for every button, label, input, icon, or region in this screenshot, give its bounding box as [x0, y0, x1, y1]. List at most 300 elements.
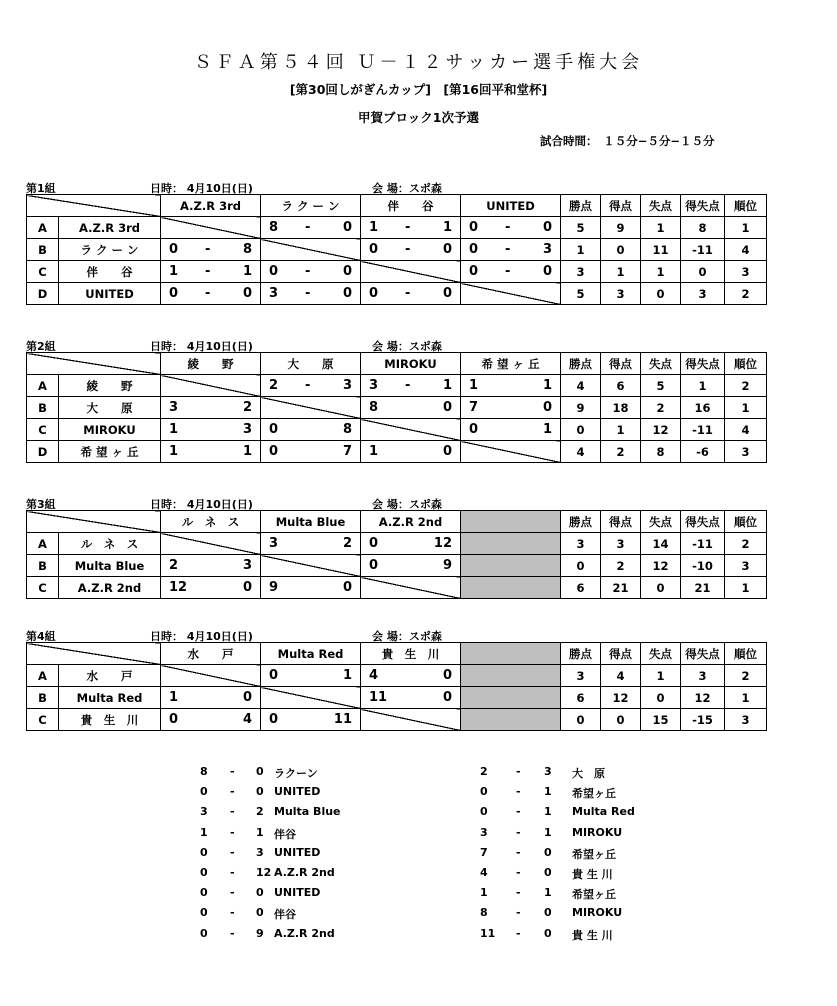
stat-header: 勝点	[561, 643, 601, 665]
score-dash: -	[505, 242, 511, 257]
score-dash: -	[516, 765, 521, 778]
stat-value: 2	[601, 555, 641, 577]
group-venue: 会 場：スポ森	[372, 182, 442, 195]
score-home: 0	[269, 422, 279, 437]
score-away: 0	[242, 580, 252, 595]
row-id: A	[27, 665, 59, 687]
stat-header: 得失点	[681, 511, 725, 533]
opponent-header: A.Z.R 2nd	[361, 511, 461, 533]
table-row	[27, 397, 767, 419]
score-dash: -	[230, 765, 235, 778]
score-cell	[361, 217, 461, 239]
away-score: 0	[256, 765, 264, 778]
score-dash: -	[405, 220, 411, 235]
away-score: 1	[256, 825, 264, 839]
score-away: 1	[342, 668, 352, 683]
stat-header: 得失点	[681, 643, 725, 665]
score-cell	[261, 261, 361, 283]
opponent-header: 水 戸	[161, 643, 261, 665]
score-cell	[461, 397, 561, 419]
score-home: 3	[269, 286, 279, 301]
corner-cell	[27, 643, 161, 665]
team-name: 貴 生 川	[59, 709, 161, 731]
score-home: 0	[369, 242, 379, 257]
away-score: 0	[544, 926, 552, 940]
score-home: 0	[369, 286, 379, 301]
score-dash: -	[516, 825, 521, 839]
home-score: 0	[200, 926, 208, 940]
stat-value: 21	[601, 577, 641, 599]
empty-cell	[461, 555, 561, 577]
score-home: 7	[469, 400, 479, 415]
row-id: B	[27, 555, 59, 577]
empty-cell	[461, 577, 561, 599]
group-date: 日時： 4月10日(日)	[150, 498, 253, 511]
stat-header: 得失点	[681, 353, 725, 375]
stat-value: 1	[725, 577, 767, 599]
score-cell	[161, 261, 261, 283]
score-home: 0	[169, 286, 179, 301]
home-score: 7	[480, 845, 488, 859]
team-name: Multa Red	[59, 687, 161, 709]
score-dash: -	[205, 264, 211, 279]
row-id: D	[27, 441, 59, 463]
home-score: 0	[200, 845, 208, 859]
row-id: C	[27, 261, 59, 283]
score-home: 3	[269, 536, 279, 551]
team-name: A.Z.R 2nd	[59, 577, 161, 599]
stat-value: 1	[561, 239, 601, 261]
score-home: 1	[369, 444, 379, 459]
score-cell	[261, 375, 361, 397]
home-score: 4	[480, 865, 488, 879]
stat-value: 8	[641, 441, 681, 463]
stat-value: -11	[681, 419, 725, 441]
score-home: 1	[169, 264, 179, 279]
self-match-cell	[161, 665, 261, 687]
score-dash: -	[230, 926, 235, 940]
stat-value: 5	[561, 217, 601, 239]
group-2-table	[26, 352, 767, 463]
score-home: 0	[269, 668, 279, 683]
home-score: 0	[200, 785, 208, 799]
score-dash: -	[230, 825, 235, 839]
opponent-header: ラ ク ー ン	[261, 195, 361, 217]
stat-header: 順位	[725, 643, 767, 665]
stat-value: 0	[561, 709, 601, 731]
away-score: 0	[256, 785, 264, 799]
stat-value: 1	[601, 419, 641, 441]
score-home: 3	[369, 378, 379, 393]
group-label: 第3組	[26, 498, 56, 511]
home-score: 0	[200, 886, 208, 900]
stat-value: 1	[641, 665, 681, 687]
table-row	[27, 375, 767, 397]
score-cell	[261, 217, 361, 239]
stat-header: 得失点	[681, 195, 725, 217]
score-cell	[461, 419, 561, 441]
score-home: 0	[169, 242, 179, 257]
stat-value: 2	[725, 283, 767, 305]
group-label: 第4組	[26, 630, 56, 643]
score-home: 3	[169, 400, 179, 415]
table-row	[27, 441, 767, 463]
score-home: 0	[469, 264, 479, 279]
group-3-table	[26, 510, 767, 599]
away-team: Multa Blue	[274, 805, 341, 819]
group-venue: 会 場：スポ森	[372, 630, 442, 643]
home-score: 0	[480, 805, 488, 819]
team-name: 伴 谷	[59, 261, 161, 283]
stat-value: 11	[641, 239, 681, 261]
stat-value: 1	[641, 261, 681, 283]
score-dash: -	[205, 286, 211, 301]
stat-value: 18	[601, 397, 641, 419]
stat-value: 6	[601, 375, 641, 397]
score-cell	[461, 217, 561, 239]
stat-value: 3	[681, 283, 725, 305]
self-match-cell	[161, 375, 261, 397]
score-cell	[261, 709, 361, 731]
score-away: 1	[442, 220, 452, 235]
score-cell	[461, 375, 561, 397]
score-dash: -	[230, 886, 235, 900]
stat-value: 5	[561, 283, 601, 305]
score-away: 1	[542, 422, 552, 437]
score-cell	[161, 397, 261, 419]
stat-value: 3	[725, 555, 767, 577]
opponent-header: ル ネ ス	[161, 511, 261, 533]
stat-value: 4	[561, 375, 601, 397]
away-score: 1	[544, 825, 552, 839]
away-team: Multa Red	[572, 805, 635, 819]
stat-value: -15	[681, 709, 725, 731]
stat-header: 失点	[641, 353, 681, 375]
score-dash: -	[516, 845, 521, 859]
group-date: 日時： 4月10日(日)	[150, 630, 253, 643]
score-home: 1	[169, 690, 179, 705]
stat-header: 順位	[725, 511, 767, 533]
score-cell	[261, 419, 361, 441]
table-row	[27, 577, 767, 599]
row-id: C	[27, 419, 59, 441]
stat-value: 12	[601, 687, 641, 709]
score-dash: -	[516, 906, 521, 920]
score-dash: -	[305, 378, 311, 393]
row-id: A	[27, 533, 59, 555]
stat-value: 14	[641, 533, 681, 555]
stat-header: 失点	[641, 511, 681, 533]
self-match-cell	[161, 533, 261, 555]
opponent-header: 貴 生 川	[361, 643, 461, 665]
home-score: 1	[480, 886, 488, 900]
away-score: 1	[544, 886, 552, 900]
self-match-cell	[361, 419, 461, 441]
score-cell	[161, 687, 261, 709]
score-away: 0	[542, 220, 552, 235]
group-date: 日時： 4月10日(日)	[150, 340, 253, 353]
away-score: 9	[256, 926, 264, 940]
score-away: 1	[542, 378, 552, 393]
stat-value: 4	[725, 239, 767, 261]
score-away: 0	[442, 400, 452, 415]
score-home: 0	[469, 220, 479, 235]
score-cell	[361, 283, 461, 305]
stat-value: 15	[641, 709, 681, 731]
score-dash: -	[205, 242, 211, 257]
away-score: 0	[544, 906, 552, 920]
score-away: 0	[442, 444, 452, 459]
score-away: 0	[542, 264, 552, 279]
stat-value: 1	[681, 375, 725, 397]
score-away: 0	[442, 668, 452, 683]
stat-value: -10	[681, 555, 725, 577]
stat-value: 0	[681, 261, 725, 283]
empty-column	[461, 511, 561, 533]
row-id: A	[27, 375, 59, 397]
score-away: 9	[442, 558, 452, 573]
away-team: 伴谷	[274, 827, 296, 841]
score-cell	[261, 665, 361, 687]
stat-value: 4	[601, 665, 641, 687]
score-dash: -	[230, 845, 235, 859]
score-away: 0	[442, 286, 452, 301]
score-home: 0	[369, 558, 379, 573]
score-home: 0	[269, 444, 279, 459]
score-away: 0	[442, 690, 452, 705]
home-score: 8	[480, 906, 488, 920]
stat-value: 0	[561, 555, 601, 577]
stat-value: -11	[681, 533, 725, 555]
score-away: 3	[242, 422, 252, 437]
stat-header: 勝点	[561, 195, 601, 217]
stat-value: 0	[641, 687, 681, 709]
away-score: 2	[256, 805, 264, 819]
score-away: 0	[542, 400, 552, 415]
table-row	[27, 709, 767, 731]
stat-header: 順位	[725, 353, 767, 375]
score-away: 8	[342, 422, 352, 437]
match-time: 試合時間： １５分−５分−１５分	[540, 134, 715, 148]
score-dash: -	[505, 264, 511, 279]
stat-value: 3	[725, 441, 767, 463]
score-away: 0	[342, 264, 352, 279]
self-match-cell	[261, 239, 361, 261]
score-dash: -	[405, 242, 411, 257]
score-dash: -	[405, 286, 411, 301]
stat-value: 9	[561, 397, 601, 419]
score-home: 1	[169, 444, 179, 459]
score-dash: -	[305, 220, 311, 235]
self-match-cell	[361, 577, 461, 599]
score-home: 1	[169, 422, 179, 437]
score-cell	[461, 261, 561, 283]
score-away: 0	[242, 286, 252, 301]
stat-value: 12	[681, 687, 725, 709]
stat-value: 1	[641, 217, 681, 239]
away-team: MIROKU	[572, 906, 623, 920]
opponent-header: 希 望 ヶ 丘	[461, 353, 561, 375]
table-row	[27, 239, 767, 261]
score-cell	[161, 419, 261, 441]
table-row	[27, 687, 767, 709]
stat-value: 3	[561, 533, 601, 555]
corner-cell	[27, 195, 161, 217]
row-id: D	[27, 283, 59, 305]
score-home: 0	[269, 264, 279, 279]
stat-value: 3	[601, 533, 641, 555]
score-home: 1	[369, 220, 379, 235]
stat-value: 2	[725, 665, 767, 687]
stat-value: 0	[641, 577, 681, 599]
score-home: 0	[269, 712, 279, 727]
stat-value: 4	[561, 441, 601, 463]
score-away: 7	[342, 444, 352, 459]
row-id: B	[27, 687, 59, 709]
group-1-table	[26, 194, 767, 305]
table-row	[27, 283, 767, 305]
score-cell	[161, 709, 261, 731]
score-cell	[361, 665, 461, 687]
score-away: 2	[342, 536, 352, 551]
opponent-header: MIROKU	[361, 353, 461, 375]
score-home: 9	[269, 580, 279, 595]
away-team: UNITED	[274, 886, 321, 900]
stat-value: 3	[601, 283, 641, 305]
score-dash: -	[505, 220, 511, 235]
score-home: 11	[369, 690, 388, 705]
away-team: ラクーン	[274, 767, 318, 780]
group-venue: 会 場：スポ森	[372, 340, 442, 353]
score-dash: -	[230, 906, 235, 920]
stat-header: 勝点	[561, 511, 601, 533]
score-dash: -	[230, 785, 235, 799]
stat-header: 得点	[601, 353, 641, 375]
stat-value: 3	[681, 665, 725, 687]
stat-value: 8	[681, 217, 725, 239]
score-away: 0	[342, 286, 352, 301]
score-cell	[261, 533, 361, 555]
score-home: 2	[169, 558, 179, 573]
score-away: 1	[442, 378, 452, 393]
score-home: 0	[169, 712, 179, 727]
home-score: 0	[200, 906, 208, 920]
stat-value: 3	[561, 261, 601, 283]
stat-value: 1	[725, 687, 767, 709]
score-cell	[261, 577, 361, 599]
away-score: 0	[544, 845, 552, 859]
tournament-subtitle: [第30回しがぎんカップ] [第16回平和堂杯]	[289, 82, 548, 97]
score-dash: -	[516, 865, 521, 879]
group-venue: 会 場：スポ森	[372, 498, 442, 511]
group-label: 第1組	[26, 182, 56, 195]
team-name: 大 原	[59, 397, 161, 419]
table-row	[27, 665, 767, 687]
stat-value: 2	[725, 533, 767, 555]
score-home: 0	[469, 422, 479, 437]
score-dash: -	[516, 886, 521, 900]
team-name: ル ネ ス	[59, 533, 161, 555]
home-score: 2	[480, 765, 488, 778]
self-match-cell	[361, 261, 461, 283]
away-team: 貴 生 川	[572, 867, 613, 881]
stat-value: 0	[641, 283, 681, 305]
score-away: 8	[242, 242, 252, 257]
away-score: 12	[256, 865, 272, 879]
stat-value: 0	[561, 419, 601, 441]
away-team: MIROKU	[572, 825, 623, 839]
stat-value: 0	[601, 709, 641, 731]
opponent-header: Multa Blue	[261, 511, 361, 533]
group-date: 日時： 4月10日(日)	[150, 182, 253, 195]
opponent-header: 綾 野	[161, 353, 261, 375]
away-team: 貴 生 川	[572, 928, 613, 942]
empty-cell	[461, 533, 561, 555]
stat-value: 0	[601, 239, 641, 261]
row-id: C	[27, 577, 59, 599]
away-team: 希望ヶ丘	[572, 787, 616, 801]
home-score: 3	[480, 825, 488, 839]
score-cell	[161, 283, 261, 305]
score-cell	[261, 283, 361, 305]
score-away: 3	[342, 378, 352, 393]
self-match-cell	[461, 441, 561, 463]
team-name: MIROKU	[59, 419, 161, 441]
score-cell	[361, 375, 461, 397]
score-dash: -	[230, 805, 235, 819]
table-row	[27, 533, 767, 555]
home-score: 1	[200, 825, 208, 839]
score-cell	[361, 687, 461, 709]
score-cell	[361, 555, 461, 577]
score-dash: -	[516, 926, 521, 940]
score-away: 4	[242, 712, 252, 727]
away-team: A.Z.R 2nd	[274, 926, 335, 940]
row-id: B	[27, 239, 59, 261]
score-dash: -	[405, 378, 411, 393]
away-score: 0	[256, 906, 264, 920]
score-cell	[361, 397, 461, 419]
score-home: 0	[369, 536, 379, 551]
score-dash: -	[305, 286, 311, 301]
score-cell	[361, 441, 461, 463]
stat-value: 2	[641, 397, 681, 419]
empty-cell	[461, 665, 561, 687]
stat-header: 得点	[601, 643, 641, 665]
home-score: 0	[480, 785, 488, 799]
score-away: 0	[242, 690, 252, 705]
score-away: 3	[542, 242, 552, 257]
stat-value: 3	[725, 709, 767, 731]
corner-cell	[27, 353, 161, 375]
team-name: A.Z.R 3rd	[59, 217, 161, 239]
stat-value: 3	[561, 665, 601, 687]
score-cell	[361, 533, 461, 555]
score-home: 0	[469, 242, 479, 257]
row-id: C	[27, 709, 59, 731]
stat-value: 1	[725, 397, 767, 419]
score-dash: -	[230, 865, 235, 879]
table-row	[27, 555, 767, 577]
score-dash: -	[305, 264, 311, 279]
score-away: 2	[242, 400, 252, 415]
self-match-cell	[261, 687, 361, 709]
opponent-header: 大 原	[261, 353, 361, 375]
stat-header: 失点	[641, 195, 681, 217]
score-away: 1	[242, 444, 252, 459]
stat-value: 6	[561, 577, 601, 599]
stat-value: 3	[725, 261, 767, 283]
